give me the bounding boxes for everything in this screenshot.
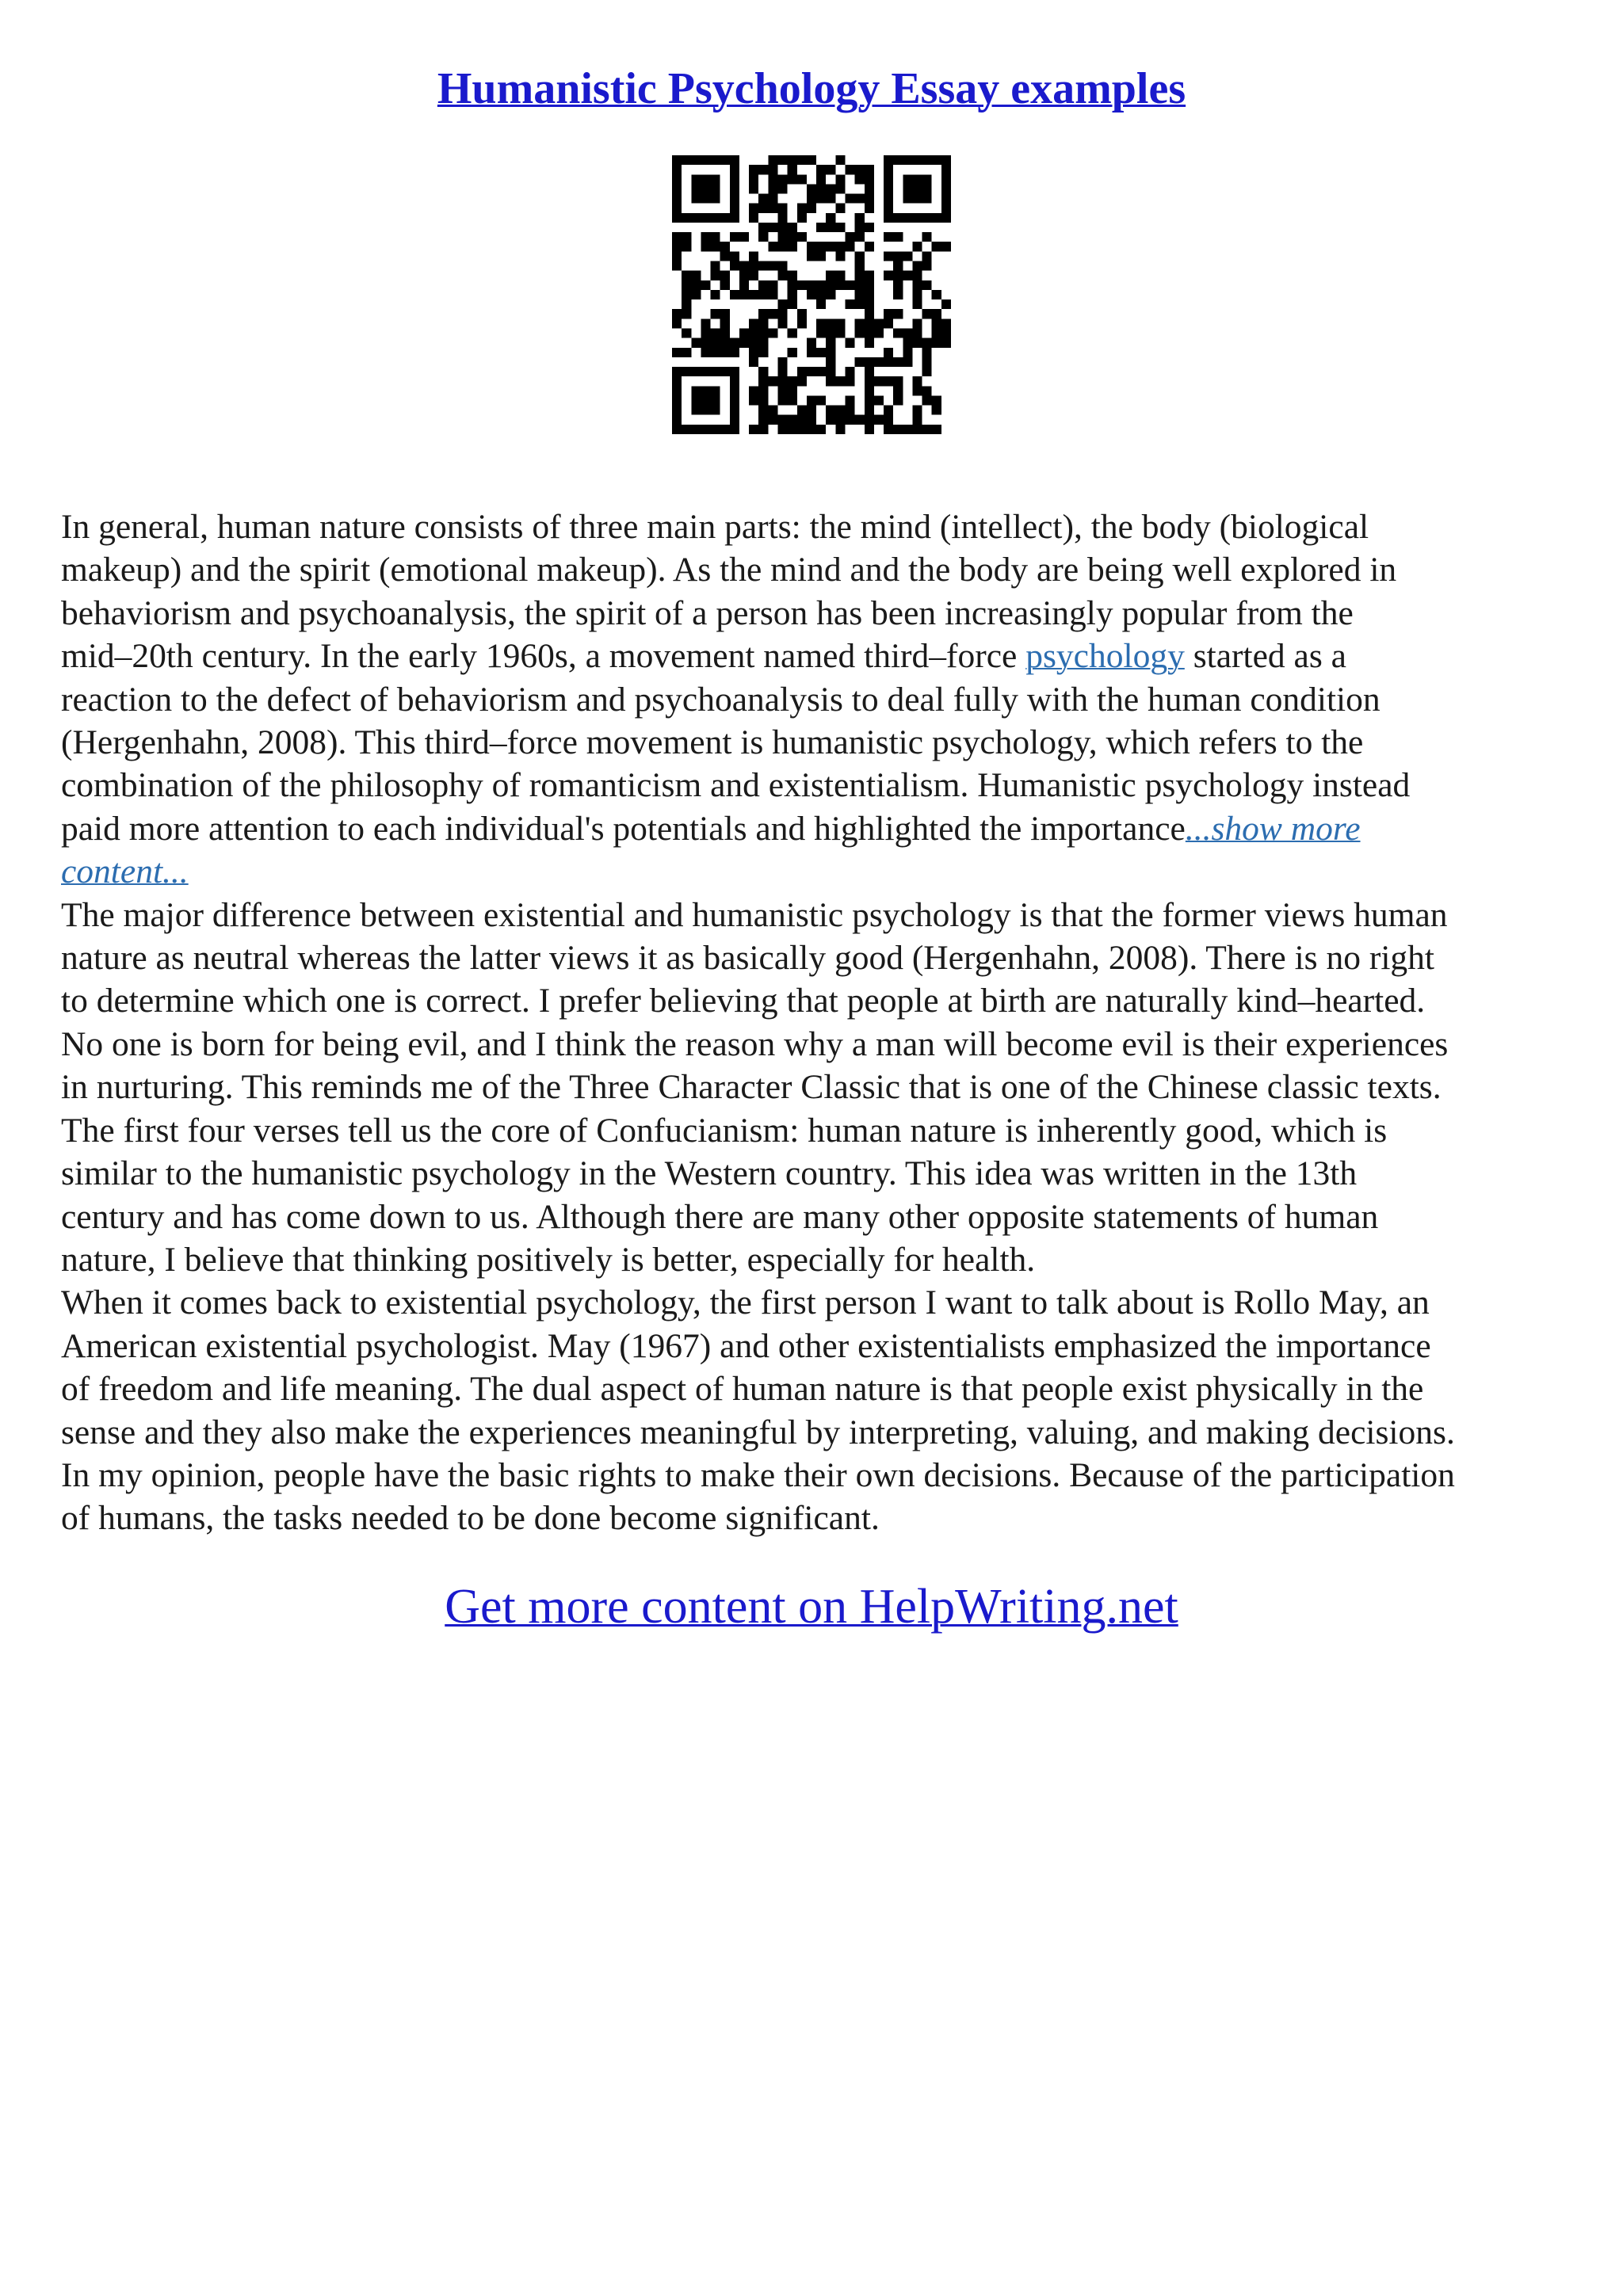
page-title: [0, 60, 1623, 117]
text-line: When it comes back to existential psychology, the first person I want to talk about is Rollo May, an: [61, 1283, 1430, 1322]
text-line: makeup) and the spirit (emotional makeup). As the mind and the body are being well explored in: [61, 551, 1397, 589]
text-line: The major difference between existential and humanistic psychology is that the former views human: [61, 895, 1448, 934]
text-line: [61, 635, 1567, 677]
text-line: of freedom and life meaning. The dual aspect of human nature is that people exist physically in the: [61, 1370, 1424, 1409]
text-line: American existential psychologist. May (1967) and other existentialists emphasized the importance: [61, 1326, 1431, 1365]
text-line: The first four verses tell us the core of Confucianism: human nature is inherently good, which is: [61, 1111, 1388, 1150]
text-line: [61, 850, 1567, 893]
show-more-link[interactable]: ...show more: [1185, 809, 1361, 848]
qr-code-graphic: [672, 155, 951, 434]
text-line: (Hergenhahn, 2008). This third–force movement is humanistic psychology, which refers to the: [61, 723, 1364, 762]
text-line: to determine which one is correct. I prefer believing that people at birth are naturally kind–hearted.: [61, 982, 1426, 1020]
helpwriting-link[interactable]: Get more content on HelpWriting.net: [445, 1580, 1178, 1634]
text-line: sense and they also make the experiences meaningful by interpreting, valuing, and making decisions.: [61, 1413, 1455, 1451]
text-line: nature as neutral whereas the latter views it as basically good (Hergenhahn, 2008). There is no right: [61, 939, 1435, 978]
text-line: In general, human nature consists of three main parts: the mind (intellect), the body (biological: [61, 508, 1369, 546]
qr-code-icon: [672, 155, 951, 434]
text-line: in nurturing. This reminds me of the Three Character Classic that is one of the Chinese classic texts.: [61, 1068, 1442, 1107]
text-line: reaction to the defect of behaviorism and psychoanalysis to deal fully with the human condition: [61, 680, 1381, 719]
text-line: nature, I believe that thinking positively is better, especially for health.: [61, 1240, 1036, 1279]
text-line: behaviorism and psychoanalysis, the spirit of a person has been increasingly popular from the: [61, 593, 1354, 632]
text-segment: paid more attention to each individual's potentials and highlighted the importance: [61, 809, 1186, 848]
text-line: similar to the humanistic psychology in the Western country. This idea was written in the 13th: [61, 1154, 1358, 1193]
text-line: combination of the philosophy of romanticism and existentialism. Humanistic psychology instead: [61, 766, 1411, 805]
show-more-link-continued[interactable]: content...: [61, 852, 189, 891]
text-segment: started as a: [1184, 637, 1346, 676]
footer: [0, 1577, 1623, 1637]
essay-body: [61, 505, 1567, 1540]
text-segment: mid–20th century. In the early 1960s, a movement named third–force: [61, 637, 1026, 676]
text-line: [61, 807, 1567, 850]
text-line: century and has come down to us. Although there are many other opposite statements of human: [61, 1197, 1379, 1236]
text-line: In my opinion, people have the basic rights to make their own decisions. Because of the participation: [61, 1455, 1455, 1494]
title-link[interactable]: Humanistic Psychology Essay examples: [437, 64, 1186, 113]
text-line: of humans, the tasks needed to be done become significant.: [61, 1499, 880, 1538]
psychology-link[interactable]: psychology: [1025, 637, 1185, 676]
text-line: No one is born for being evil, and I think the reason why a man will become evil is their experiences: [61, 1024, 1449, 1063]
